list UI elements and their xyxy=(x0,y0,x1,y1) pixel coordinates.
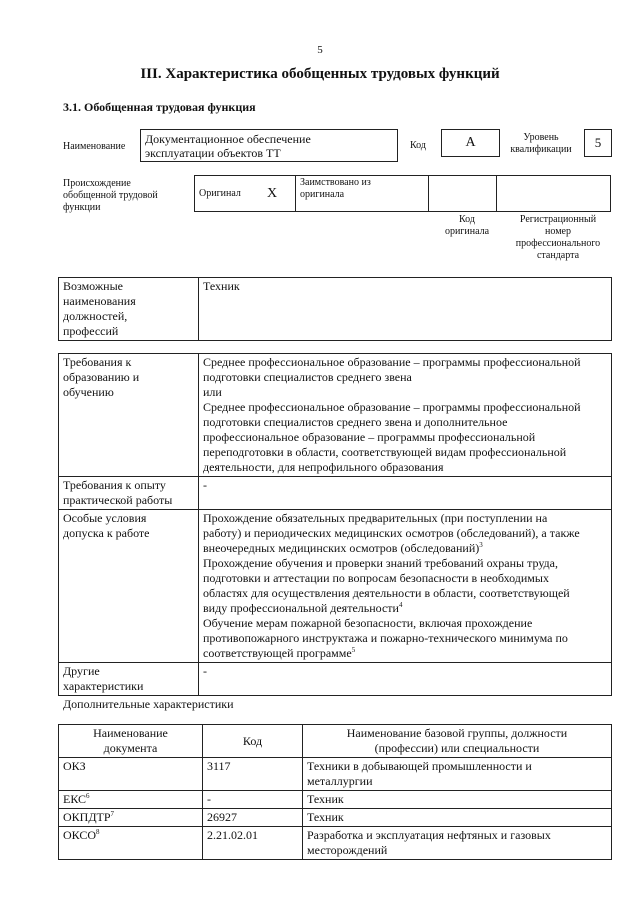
header-doc-line: документа xyxy=(103,741,158,755)
education-line: переподготовки в области, соответствующей видам профессиональной xyxy=(203,445,567,459)
conditions-label-line: Особые условия xyxy=(63,511,147,525)
education-line: подготовки специалистов среднего звена и дополнительное xyxy=(203,415,508,429)
code-original-line: Код xyxy=(459,214,475,225)
header-group-line: Наименование базовой группы, должности xyxy=(346,726,568,740)
origin-table xyxy=(194,175,611,212)
row-doc-text: ОКСО xyxy=(63,828,97,842)
conditions-line: Прохождение обязательных предварительных (при поступлении на xyxy=(203,511,548,525)
row-name-line: Разработка и эксплуатация нефтяных и газовых xyxy=(307,828,551,842)
conditions-label xyxy=(59,510,199,663)
row-code: 2.21.02.01 xyxy=(203,827,303,860)
positions-label-line: Возможные xyxy=(63,279,123,293)
conditions-line-text: виду профессиональной деятельности xyxy=(203,601,399,615)
original-label: Оригинал xyxy=(195,176,264,212)
row-doc xyxy=(59,827,203,860)
row-name: Техник xyxy=(303,791,612,809)
experience-label-line: Требования к опыту xyxy=(63,478,166,492)
origin-label xyxy=(63,178,158,214)
conditions-line-text: внеочередных медицинских осмотров (обследований) xyxy=(203,541,480,555)
function-name-box xyxy=(140,129,398,162)
conditions-label-line: допуска к работе xyxy=(63,526,150,540)
education-label-line: Требования к xyxy=(63,355,132,369)
row-name xyxy=(303,758,612,791)
row-doc xyxy=(59,809,203,827)
row-name: Техник xyxy=(303,809,612,827)
row-doc xyxy=(59,791,203,809)
positions-table xyxy=(58,277,612,341)
row-name-line: металлургии xyxy=(307,774,373,788)
conditions-line-text: соответствующей программе xyxy=(203,646,352,660)
code-original-line: оригинала xyxy=(444,226,490,237)
experience-value: - xyxy=(199,477,612,510)
education-line: Среднее профессиональное образование – программы профессиональной xyxy=(203,400,581,414)
conditions-line: Прохождение обучения и проверки знаний требований охраны труда, xyxy=(203,556,558,570)
education-label-line: образованию и xyxy=(63,370,140,384)
footnote-3: 3 xyxy=(479,541,483,549)
code-original-caption xyxy=(433,214,501,238)
education-line: Среднее профессиональное образование – программы профессиональной xyxy=(203,355,581,369)
positions-label-line: наименования xyxy=(63,294,136,308)
education-label-line: обучению xyxy=(63,385,114,399)
education-line: или xyxy=(203,385,222,399)
level-label-line: квалификации xyxy=(510,144,572,155)
positions-label-line: должностей, xyxy=(63,309,128,323)
row-name-line: Техники в добывающей промышленности и xyxy=(307,759,532,773)
conditions-line: Обучение мерам пожарной безопасности, включая прохождение xyxy=(203,616,533,630)
education-value xyxy=(199,354,612,477)
reg-number-line: Регистрационный xyxy=(519,214,597,225)
reg-number-cell xyxy=(497,176,611,212)
footnote-8: 8 xyxy=(96,828,100,836)
section-heading: 3.1. Обобщенная трудовая функция xyxy=(63,100,256,114)
header-code: Код xyxy=(203,725,303,758)
row-doc: ОКЗ xyxy=(59,758,203,791)
header-doc xyxy=(59,725,203,758)
row-code: - xyxy=(203,791,303,809)
conditions-line: подготовки и аттестации по вопросам безопасности в необходимых xyxy=(203,571,549,585)
footnote-7: 7 xyxy=(110,810,115,818)
reg-number-caption xyxy=(505,214,611,262)
positions-label-line: профессий xyxy=(63,324,119,338)
borrowed-label xyxy=(296,176,429,212)
other-value: - xyxy=(199,663,612,696)
level-label-line: Уровень xyxy=(523,132,559,143)
other-label-line: характеристики xyxy=(63,679,144,693)
origin-label-line: функции xyxy=(63,202,101,213)
borrowed-line: оригинала xyxy=(300,189,345,200)
reg-number-line: стандарта xyxy=(536,250,580,261)
conditions-line xyxy=(203,541,607,556)
page-number: 5 xyxy=(317,44,323,56)
row-name xyxy=(303,827,612,860)
header-doc-line: Наименование xyxy=(93,726,168,740)
conditions-value xyxy=(199,510,612,663)
reg-number-line: номер xyxy=(545,226,571,237)
education-line: профессиональное образование – программы профессиональной xyxy=(203,430,536,444)
code-value: A xyxy=(441,129,500,157)
function-name-line: эксплуатации объектов ТТ xyxy=(145,146,281,160)
name-label: Наименование xyxy=(63,141,126,152)
row-doc-text: ЕКС xyxy=(63,792,87,806)
level-label xyxy=(505,132,577,156)
positions-label xyxy=(59,278,199,341)
other-label-line: Другие xyxy=(63,664,100,678)
footnote-4: 4 xyxy=(398,601,403,609)
header-group-line: (профессии) или специальности xyxy=(374,741,540,755)
borrowed-line: Заимствовано из xyxy=(300,177,371,188)
footnote-6: 6 xyxy=(86,792,90,800)
row-code: 3117 xyxy=(203,758,303,791)
additional-table xyxy=(58,724,612,860)
conditions-line xyxy=(203,646,607,661)
experience-label-line: практической работы xyxy=(63,493,173,507)
reg-number-line: профессионального xyxy=(515,238,601,249)
education-line: подготовки специалистов среднего звена xyxy=(203,370,412,384)
function-name-line: Документационное обеспечение xyxy=(145,132,311,146)
original-mark: X xyxy=(263,176,296,212)
other-label xyxy=(59,663,199,696)
code-label: Код xyxy=(410,140,426,151)
page-title: III. Характеристика обобщенных трудовых функций xyxy=(140,66,500,82)
row-code: 26927 xyxy=(203,809,303,827)
header-group xyxy=(303,725,612,758)
education-label xyxy=(59,354,199,477)
conditions-line xyxy=(203,601,607,616)
education-line: деятельности, для непрофильного образования xyxy=(203,460,444,474)
row-doc-text: ОКПДТР xyxy=(63,810,111,824)
row-name-line: месторождений xyxy=(307,843,388,857)
positions-value: Техник xyxy=(199,278,612,341)
conditions-line: работу) и периодических медицинских осмотров (обследований), а также xyxy=(203,526,580,540)
requirements-table xyxy=(58,353,612,696)
experience-label xyxy=(59,477,199,510)
conditions-line: противопожарного инструктажа и пожарно-технического минимума по xyxy=(203,631,568,645)
additional-heading: Дополнительные характеристики xyxy=(63,697,234,711)
footnote-5: 5 xyxy=(351,646,356,654)
origin-label-line: обобщенной трудовой xyxy=(63,190,158,201)
conditions-line: областях для осуществления деятельности в области, соответствующей xyxy=(203,586,570,600)
code-original-cell xyxy=(429,176,497,212)
origin-label-line: Происхождение xyxy=(63,178,131,189)
level-value: 5 xyxy=(584,129,612,157)
